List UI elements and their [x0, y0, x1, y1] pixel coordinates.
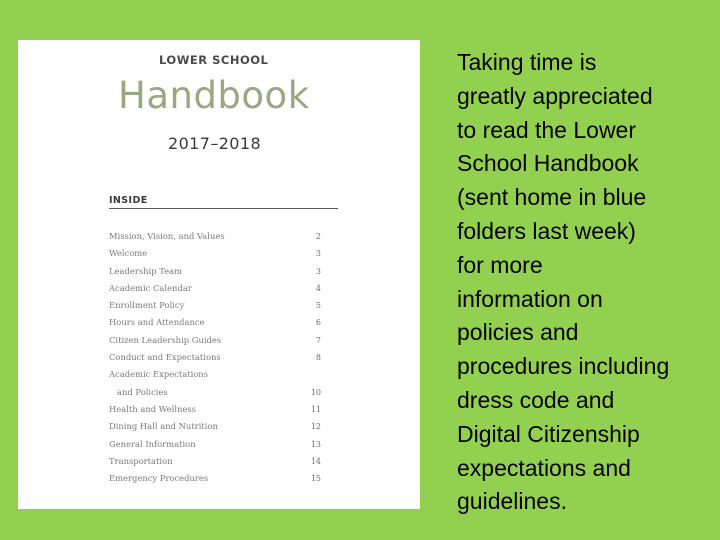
toc-item-page: 5: [315, 301, 321, 311]
toc-item-title: Conduct and Expectations: [109, 352, 221, 363]
toc-item: [109, 369, 321, 386]
toc-item-page: 11: [310, 404, 321, 414]
toc-item-title: Health and Wellness: [109, 403, 196, 414]
toc-item-title: Academic Calendar: [109, 282, 192, 293]
toc-item: [109, 248, 321, 265]
toc-item: [109, 387, 321, 404]
toc-item: [109, 231, 321, 248]
reminder-line: folders last week): [457, 217, 636, 244]
toc-item-page: 13: [310, 439, 321, 449]
toc-item-title: Dining Hall and Nutrition: [109, 421, 218, 432]
reminder-line: information on: [457, 285, 603, 312]
reminder-line: policies and: [457, 319, 579, 346]
toc-item-title: Welcome: [109, 248, 148, 259]
reminder-line: (sent home in blue: [457, 184, 647, 211]
reminder-line: for more: [457, 251, 543, 278]
toc-item: [109, 473, 321, 490]
reminder-line: greatly appreciated: [457, 82, 653, 109]
toc-item: [109, 456, 321, 473]
toc-item-title: Enrollment Policy: [109, 300, 185, 311]
toc-item: [109, 300, 321, 317]
toc-item-title: Mission, Vision, and Values: [109, 231, 225, 241]
cover-years: 2017–2018: [168, 134, 262, 153]
toc-item: [109, 335, 321, 352]
toc-item-page: 10: [310, 387, 321, 397]
toc-item-title: Emergency Procedures: [109, 473, 209, 484]
reminder-line: to read the Lower: [457, 116, 637, 143]
toc-item-page: 4: [315, 283, 321, 293]
toc-item-page: 3: [315, 266, 321, 276]
reminder-line: expectations and: [457, 454, 631, 481]
reminder-line: procedures including: [457, 353, 670, 380]
toc-item: [109, 266, 321, 283]
toc-item: [109, 352, 321, 369]
reminder-line: Digital Citizenship: [457, 420, 640, 447]
toc-item-title: Academic Expectations: [109, 369, 209, 380]
toc-item: [109, 404, 321, 421]
toc-item-title: Transportation: [109, 455, 173, 466]
toc-item: [109, 283, 321, 300]
inside-divider: [109, 208, 338, 209]
reminder-line: guidelines.: [457, 488, 567, 515]
toc-item-page: 15: [310, 474, 321, 484]
cover-eyebrow: LOWER SCHOOL: [159, 53, 269, 67]
toc-item-title: and Policies: [117, 386, 168, 397]
reminder-line: dress code and: [457, 386, 615, 413]
toc-item-title: Leadership Team: [109, 265, 183, 276]
toc-item-page: 8: [315, 353, 321, 363]
toc-item-title: General Information: [109, 438, 196, 449]
toc-item-title: Hours and Attendance: [109, 317, 205, 328]
handbook-reminder-text: [457, 46, 707, 519]
cover-title: Handbook: [118, 74, 310, 117]
inside-heading: INSIDE: [109, 195, 148, 206]
reminder-line: Taking time is: [457, 49, 597, 75]
toc-item-page: 6: [315, 318, 321, 328]
toc-item-page: 2: [315, 232, 321, 241]
toc-item-title: Citizen Leadership Guides: [109, 334, 222, 345]
table-of-contents: [109, 231, 321, 490]
toc-item-page: 14: [310, 456, 321, 466]
reminder-line: School Handbook: [457, 150, 639, 177]
handbook-cover-image: [18, 40, 420, 509]
toc-item-page: 12: [310, 422, 321, 432]
toc-item: [109, 317, 321, 334]
toc-item-page: 7: [315, 335, 321, 345]
toc-item-page: 3: [315, 249, 321, 259]
toc-item: [109, 421, 321, 438]
toc-item: [109, 439, 321, 456]
